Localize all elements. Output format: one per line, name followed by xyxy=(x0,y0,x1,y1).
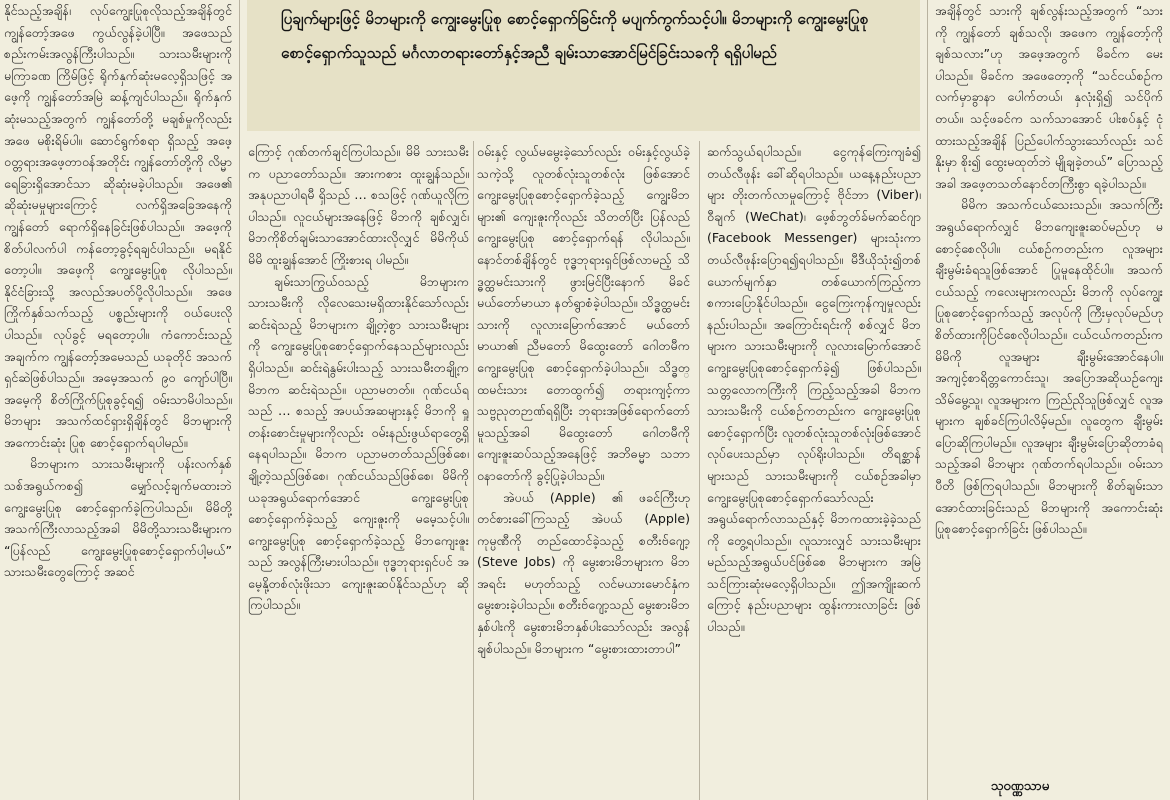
paragraph: ချမ်းသာကြွယ်ဝသည့် မိဘများက သားသမီးကို လိုလေသေးမရှိထားနိုင်သော်လည်း ဆင်းရဲသည့် မိဘများက ချို့တဲ့စွာ သားသမီးများကို ကျွေးမွေးပြုစုစောင့်ရှောက်နေသည်များလည်း ရှိပါသည်။ ဆင်းရဲနွမ်းပါးသည့် သားသမီးတချို့က မိဘက ဆင်းရဲသည်။ ပညာမတတ်။ ဂုဏ်ငယ်ရသည် … စသည့် အပယ်အဆများနှင့် မိဘကို ရှုတန်းစောင်းမှုများကိုလည်း ဝမ်းနည်းဖွယ်ရာတွေ့ရှိနေရပါသည်။ မိဘက ပညာမတတ်သည်ဖြစ်စေ၊ ချို့တဲ့သည်ဖြစ်စေ၊ ဂုဏ်ငယ်သည်ဖြစ်စေ၊ မိမိကို ယခုအရွယ်ရောက်အောင် ကျွေးမွေးပြုစု စောင့်ရှောက်ခဲ့သည့် ကျေးဇူးကို မမေ့သင့်ပါ။ ကျွေးမွေးပြုစု စောင့်ရှောက်ခဲ့သည့် မိဘကျေးဇူးသည် အလွန်ကြီးမားပါသည်။ ဗုဒ္ဓဘုရားရှင်ပင် အမေ့နို့တစ်လုံးဖိုးသာ ကျေးဇူးဆပ်နိုင်သည်ဟု ဆိုကြပါသည်။ xyxy=(248,273,469,613)
article-column-2 xyxy=(248,141,469,800)
paragraph: နိုင်သည့်အချိန်၊ လုပ်ကျွေးပြုစုလိုသည့်အချိန်တွင် ကျွန်တော့်အဖေ ကွယ်လွန်ခဲ့ပါပြီ။ အဖေသည် စည်းကမ်းအလွန်ကြီးပါသည်။ သားသမီးများကို မကြာခဏ ကြိမ်ဖြင့် ရိုက်နှက်ဆုံးမလေ့ရှိသဖြင့် အဖေ့ကို ကျွန်တော်အမြဲ ဆန့်ကျင်ပါသည်။ ရိုက်နှက်ဆုံးမသည့်အတွက် ကျွန်တော်တို့ မချစ်မှုကိုလည်း အဖေ မစိုးရိမ်ပါ။ ဆောင်ရွက်စရာ ရှိသည့် အဖေ့ဝတ္တရားအဖေ့တာဝန်အတိုင်း ကျွန်တော်တို့ကို လိမ္မာရေခြားရှိအောင်သာ ဆိုဆုံးမခဲ့ပါသည်။ အဖေ၏ ဆိုဆုံးမမှုများကြောင့် လက်ရှိအခြေအနေကို ကျွန်တော် ရောက်ရှိနေခြင်းဖြစ်ပါသည်။ အဖေ့ကို စိတ်ပါလက်ပါ ကန်တော့ခွင့်ရချင်ပါသည်။ မရနိုင်တော့ပါ။ အဖေ့ကို ကျွေးမွေးပြုစု လိုပါသည်။ နိုင်ငံခြားသို့ အလည်အပတ်ပို့လိုပါသည်။ အဖေကြိုက်နှစ်သက်သည့် ပစ္စည်းများကို ဝယ်ပေးလိုပါသည်။ လုပ်ခွင့် မရတော့ပါ။ ကံကောင်းသည့်အချက်က ကျွန်တော့်အမေသည် ယခုတိုင် အသက်ရှင်ဆဲဖြစ်ပါသည်။ အမေ့အသက် ၉၀ ကျော်ပါပြီ။ အမေ့ကို စိတ်ကြိုက်ပြုစုခွင့်ရ၍ ဝမ်းသာမိပါသည်။ မိဘများ အသက်ထင်ရှားရှိချိန်တွင် မိဘများကို အကောင်းဆုံး ပြုစု စောင့်ရှောက်ရပါမည်။ xyxy=(4,3,232,450)
column-divider xyxy=(927,0,928,800)
article-column-3 xyxy=(477,141,690,800)
column-divider xyxy=(473,141,474,800)
paragraph: အချိန်တွင် သားကို ချစ်လွန်းသည့်အတွက် “သားကို ကျွန်တော် ချစ်သလို၊ အဖေက ကျွန်တော့်ကို ချစ်သလား”ဟု အဖေ့အတွက် မိခင်က မေးပါသည်။ မိခင်က အဖေတော့ကို “သင်ငယ်စဉ်က လက်မှာခွာနာ ပေါက်တယ်၊ နှလုံးရှိ၍ သင်ပိုက်တယ်။ သင့်ဖခင်က သက်သာအောင် ပါးစပ်နှင့် ငုံထားသည့်အချိန် ပြည်ပေါက်သွားသော်လည်း သင်နိုးမှာ စိုး၍ ထွေးမထုတ်ဘဲ မျိုချခဲ့တယ်” ပြောသည့်အခါ အဖေ့တသတ်နောင်တကြီးစွာ ရခဲ့ပါသည်။ xyxy=(935,3,1163,191)
headline-box xyxy=(247,0,920,131)
paragraph: အဲပယ် (Apple) ၏ ဖခင်ကြီးဟု တင်စားခေါ်ကြသည့် အဲပယ် (Apple) ကုမ္ပဏီကို တည်ထောင်ခဲ့သည့် စတီးဗ်ဂျော့ (Steve Jobs) ကို မွေးစားမိဘများက မိဘအရင်း မဟုတ်သည့် လင်မယားမောင်နှံက မွေးစားခဲ့ပါသည်။ စတီးဗ်ဂျော့သည် မွေးစားမိဘနှစ်ပါးကို မွေးစားမိဘနှစ်ပါးသော်လည်း အလွန်ချစ်ပါသည်။ မိဘများက “မွေးစားထားတာပါ” xyxy=(477,489,690,656)
article-column-4 xyxy=(707,141,921,800)
headline-text: ပြချက်များဖြင့် မိဘများကို ကျွေးမွေးပြုစု စောင့်ရှောက်ခြင်းကို မပျက်ကွက်သင့်ပါ။ မိဘများကို ကျွေးမွေးပြုစု စောင့်ရှောက်သူသည် မင်္ဂလာတရားတော်နှင့်အညီ ချမ်းသာအောင်မြင်ခြင်းသခကို ရရှိပါမည် xyxy=(281,10,869,62)
paragraph: မိမိက အသက်ငယ်သေးသည်။ အသက်ကြီးအရွယ်ရောက်လျှင် မိဘကျေးဇူးဆပ်မည်ဟု မစောင့်စေလိုပါ။ ငယ်စဉ်ကတည်းက လူအများ ချီးမွမ်းခံရသူဖြစ်အောင် ပြုမူနေထိုင်ပါ။ အသက်ငယ်သည့် ကလေးများကလည်း မိဘကို လုပ်ကျွေးပြုစုစောင့်ရှောက်သည့် အလုပ်ကို ကြီးမှလုပ်မည်ဟု စိတ်ထားကိုပြင်စေလိုပါသည်။ ငယ်ငယ်ကတည်းက မိမိကို လူအများ ချီးမွမ်းအောင်နေပါ။ အကျင့်စာရိတ္တကောင်းသူ၊ အပြောအဆိုယဉ်ကျေးသိမ်မွေ့သူ၊ လူအများက ကြည်ညိုသူဖြစ်လျှင် လူအများက ချစ်ခင်ကြပါလိမ့်မည်။ လူတွေက ချီးမွမ်းပြောဆိုကြပါမည်။ လူအများ ချီးမွမ်းပြောဆိုတာခံရသည့်အခါ မိဘများ ဂုဏ်တက်ရပါသည်။ ဝမ်းသာပီတိ ဖြစ်ကြရပါသည်။ မိဘများကို စိတ်ချမ်းသာအောင်ထားခြင်းသည် မိဘများကို အကောင်းဆုံး ပြုစုစောင့်ရှောက်ခြင်း ဖြစ်ပါသည်။ xyxy=(935,197,1163,537)
paragraph: ကြောင့် ဂုဏ်တက်ချင်ကြပါသည်။ မိမိ သားသမီးက ပညာတော်သည်။ အားကစား ထူးချွန်သည်။ အနုပညာပါရမီ ရှိသည် … စသဖြင့် ဂုဏ်ယူလိုကြပါသည်။ လူငယ်များအနေဖြင့် မိဘကို ချစ်လျှင်၊ မိဘကိုစိတ်ချမ်းသာအောင်ထားလိုလျှင် မိမိကိုယ်မိမိ ထူးချွန်အောင် ကြိုးစားရ ပါမည်။ xyxy=(248,144,469,267)
column-divider xyxy=(239,0,240,800)
article-column-1 xyxy=(4,0,232,800)
column-divider xyxy=(699,141,700,800)
article-column-5 xyxy=(935,0,1163,774)
paragraph: မိဘများက သားသမီးများကို ပန်းလက်နှစ်သစ်အရွယ်ကစ၍ မျှော်လင့်ချက်မထားဘဲ ကျွေးမွေးပြုစု စောင့်ရှောက်ခဲ့ကြပါသည်။ မိမိတို့ အသက်ကြီးလာသည့်အခါ မိမိတို့သားသမီးများက “ပြန်လည် ကျွေးမွေးပြုစုစောင့်ရှောက်ပါ့မယ်” သားသမီးတွေကြောင့် အဆင် xyxy=(4,456,232,580)
author-signature: သုဝဏ္ဏသာမ xyxy=(990,779,1050,794)
paragraph: ဝမ်းနှင့် လွယ်မမွေးခဲ့သော်လည်း ဝမ်းနှင့်လွယ်ခဲ့သကဲ့သို့ လူတစ်လုံးသူတစ်လုံး ဖြစ်အောင် ကျွေးမွေးပြုစုစောင့်ရှောက်ခဲ့သည့် ကျွေးမိဘများ၏ ကျေးဇူးကိုလည်း သိတတ်ပြီး ပြန်လည်ကျွေးမွေးပြုစု စောင့်ရှောက်ရန် လိုပါသည်။ နောင်တစ်ချိန်တွင် ဗုဒ္ဓဘုရားရှင်ဖြစ်လာမည့် သိဒ္ဓတ္ထမင်းသားကို ဖွားမြင်ပြီးနောက် မိခင်မယ်တော်မာယာ နတ်ရွာစံခဲ့ပါသည်။ သိဒ္ဓတ္ထမင်းသားကို လူလားမြောက်အောင် မယ်တော်မာယာ၏ ညီမတော် မိထွေးတော် ဂေါတမီက ကျွေးမွေးပြုစု စောင့်ရှောက်ခဲ့ပါသည်။ သိဒ္ဓတ္ထမင်းသား တောထွက်၍ တရားကျင့်ကာ သဗ္ဗညုတဉာဏ်ရရှိပြီး ဘုရားအဖြစ်ရောက်တော်မူသည့်အခါ မိထွေးတော် ဂေါတမီကို ကျေးဇူးဆပ်သည့်အနေဖြင့် အဘိဓမ္မာ သဘာဝနာတော်ကို ခွင့်ပြုခဲ့ပါသည်။ xyxy=(477,144,690,483)
paragraph: ဆက်သွယ်ရပါသည်။ ငွေကုန်ကြေးကျခံ၍ တယ်လီဖုန်း ခေါ်ဆိုရပါသည်။ ယနေ့နည်းပညာများ တိုးတက်လာမှုကြောင့် ဗိုင်ဘာ (Viber)၊ ဝီချက် (WeChat)၊ ဖေ့စ်ဘွတ်ခ်မက်ဆင်ဂျာ (Facebook Messenger) များသုံးကာ တယ်လီဖုန်းပြောရ၍ရပါသည်။ မီဒီယိုသုံး၍တစ်ယောက်မျက်နှာ တစ်ယောက်ကြည့်ကာ စကားပြောနိုင်ပါသည်။ ငွေကြေးကုန်ကျမှုလည်း နည်းပါသည်။ အကြောင်းရင်းကို စစ်လျှင် မိဘများက သားသမီးများကို လူလားမြောက်အောင် ကျွေးမွေးပြုစုစောင့်ရှောက်ခဲ့၍ ဖြစ်ပါသည်။ သတ္တလောကကြီးကို ကြည့်သည့်အခါ မိဘက သားသမီးကို ငယ်စဉ်ကတည်းက ကျွေးမွေးပြုစုစောင့်ရှောက်ပြီး လူတစ်လုံးသူတစ်လုံးဖြစ်အောင် လုပ်ပေးသည်မှာ လုပ်ရိုးပါသည်။ တိရစ္ဆာန်များသည် သားသမီးများကို ငယ်စဉ်အခါမှာ ကျွေးမွေးပြုစုစောင့်ရှောက်သော်လည်း အရွယ်ရောက်လာသည်နှင့် မိဘကထားခဲ့ခဲ့သည်ကို တွေ့ရပါသည်။ လူသားလျှင် သားသမီးများ မည်သည့်အရွယ်ပင်ဖြစ်စေ မိဘများက အမြဲသင်ကြားဆုံးမလေ့ရှိပါသည်။ ဤအကျိုးဆက်ကြောင့် နည်းပညာများ ထွန်းကားလာခြင်း ဖြစ်ပါသည်။ xyxy=(707,144,921,635)
